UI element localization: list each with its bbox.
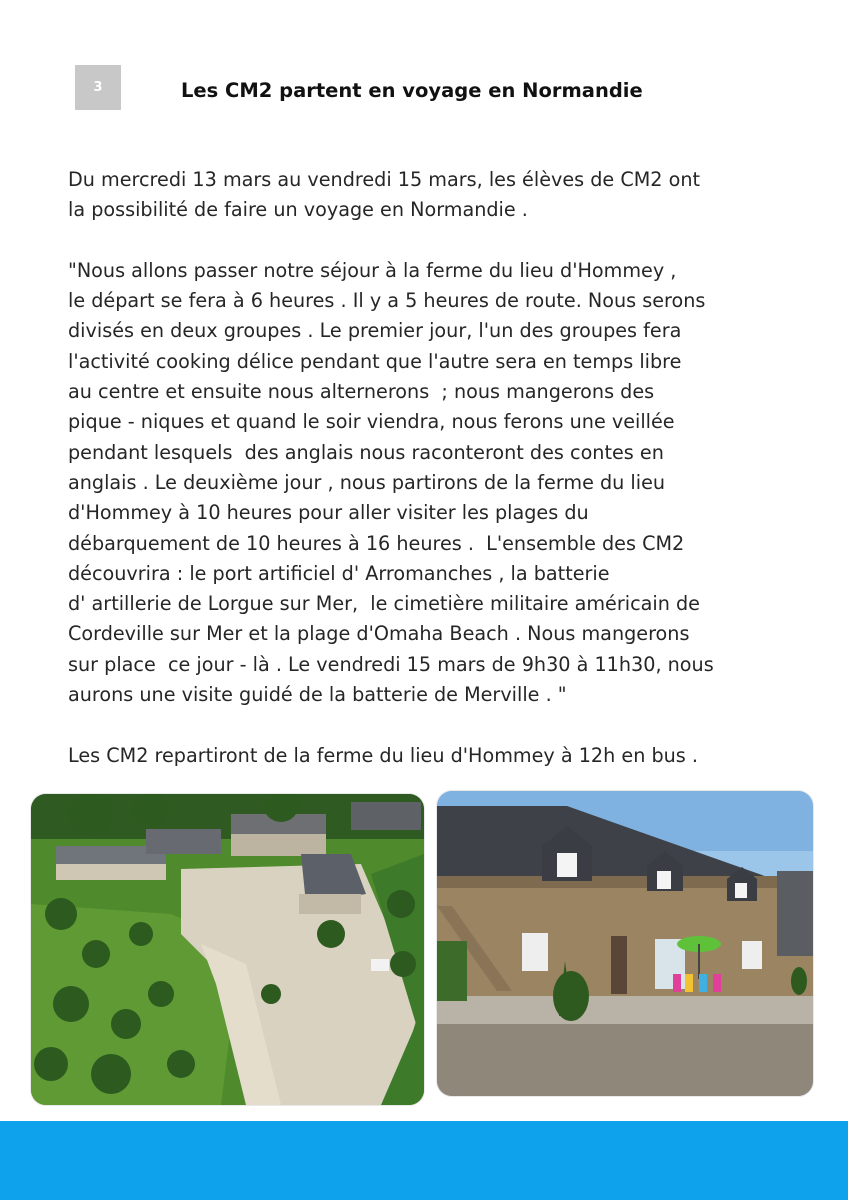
farm-aerial-photo	[30, 793, 425, 1106]
paragraph-gap	[68, 710, 798, 740]
text-line: pendant lesquels des anglais nous raconteront des contes en	[68, 440, 664, 464]
farmhouse-photo	[436, 790, 814, 1097]
footer-band	[0, 1121, 848, 1200]
text-line: sur place ce jour - là . Le vendredi 15 mars de 9h30 à 11h30, nous	[68, 652, 714, 676]
text-line: "Nous allons passer notre séjour à la ferme du lieu d'Hommey ,	[68, 258, 677, 282]
paragraph-gap	[68, 226, 798, 256]
text-line: anglais . Le deuxième jour , nous partirons de la ferme du lieu	[68, 470, 666, 494]
text-line: pique - niques et quand le soir viendra, nous ferons une veillée	[68, 410, 675, 434]
text-line: au centre et ensuite nous alternerons ; nous mangerons des	[68, 380, 655, 404]
text-line: Du mercredi 13 mars au vendredi 15 mars, les élèves de CM2 ont	[68, 168, 701, 191]
text-line: divisés en deux groupes . Le premier jour, l'un des groupes fera	[68, 319, 682, 343]
text-line: débarquement de 10 heures à 16 heures . L'ensemble des CM2	[68, 531, 685, 555]
article-body	[68, 165, 798, 771]
text-line: l'activité cooking délice pendant que l'autre sera en temps libre	[68, 349, 682, 373]
text-line: Les CM2 repartiront de la ferme du lieu d'Hommey à 12h en bus .	[68, 743, 698, 767]
text-line: le départ se fera à 6 heures . Il y a 5 heures de route. Nous serons	[68, 289, 706, 313]
text-line: la possibilité de faire un voyage en Normandie .	[68, 198, 528, 222]
text-line: d' artillerie de Lorgue sur Mer, le cimetière militaire américain de	[68, 592, 700, 616]
text-line: découvrira : le port artificiel d' Arromanches , la batterie	[68, 561, 610, 585]
text-line: d'Hommey à 10 heures pour aller visiter les plages du	[68, 501, 589, 525]
text-line: aurons une visite guidé de la batterie de Merville . "	[68, 683, 567, 707]
page-number-badge: 3	[75, 65, 121, 110]
text-line: Cordeville sur Mer et la plage d'Omaha Beach . Nous mangerons	[68, 622, 690, 646]
page-title: Les CM2 partent en voyage en Normandie	[181, 79, 643, 102]
